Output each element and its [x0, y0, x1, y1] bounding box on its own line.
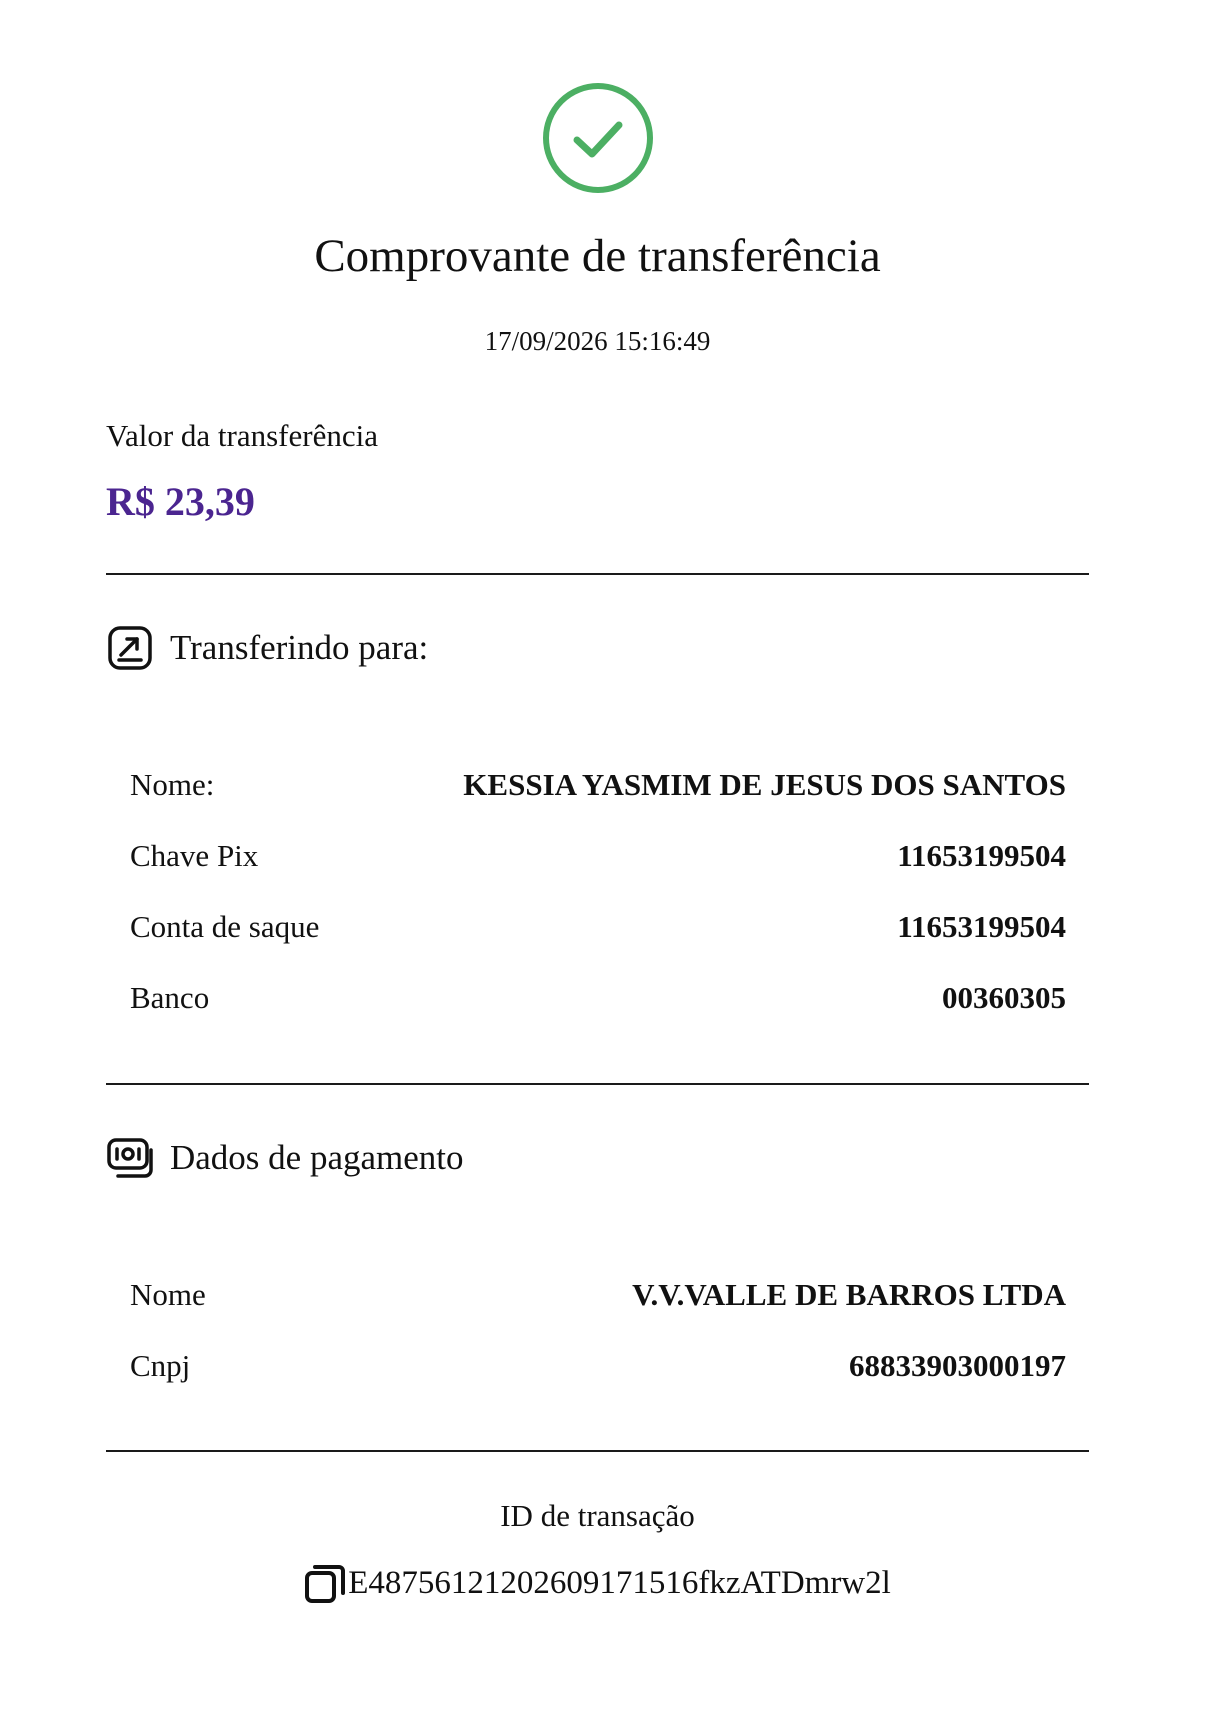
bank-value: 00360305 — [942, 980, 1066, 1015]
recipient-section-title: Transferindo para: — [170, 628, 429, 667]
recipient-name-row — [130, 765, 1066, 805]
payment-section-header — [106, 1133, 464, 1183]
cnpj-row — [130, 1346, 1066, 1386]
transaction-id-row — [106, 1562, 1089, 1604]
account-value: 11653199504 — [897, 909, 1066, 944]
copy-icon[interactable] — [304, 1562, 346, 1604]
transaction-id-value: E48756121202609171516fkzATDmrw2l — [348, 1565, 891, 1601]
bank-label: Banco — [130, 980, 210, 1015]
pix-key-value: 11653199504 — [897, 838, 1066, 873]
divider — [106, 1450, 1089, 1452]
transfer-receipt — [106, 0, 1089, 1716]
recipient-name-value: KESSIA YASMIM DE JESUS DOS SANTOS — [463, 767, 1066, 802]
recipient-name-label: Nome: — [130, 767, 215, 802]
divider — [106, 573, 1089, 575]
account-row — [130, 907, 1066, 947]
payment-section-title: Dados de pagamento — [170, 1138, 464, 1177]
check-circle-icon — [540, 80, 656, 196]
payer-name-label: Nome — [130, 1277, 206, 1312]
pix-key-label: Chave Pix — [130, 838, 259, 873]
amount-label: Valor da transferência — [106, 418, 378, 453]
payer-name-value: V.V.VALLE DE BARROS LTDA — [632, 1277, 1066, 1312]
banknotes-icon — [106, 1134, 154, 1182]
cnpj-label: Cnpj — [130, 1348, 191, 1383]
page-title: Comprovante de transferência — [314, 230, 881, 282]
transfer-out-icon — [106, 624, 154, 672]
payer-name-row — [130, 1275, 1066, 1315]
transfer-datetime: 17/09/2026 15:16:49 — [484, 326, 711, 356]
account-label: Conta de saque — [130, 909, 320, 944]
bank-row — [130, 978, 1066, 1018]
recipient-section-header — [106, 623, 428, 673]
amount-value: R$ 23,39 — [106, 479, 255, 524]
pix-key-row — [130, 836, 1066, 876]
transaction-id-label: ID de transação — [500, 1498, 695, 1533]
divider — [106, 1083, 1089, 1085]
cnpj-value: 68833903000197 — [849, 1348, 1066, 1383]
